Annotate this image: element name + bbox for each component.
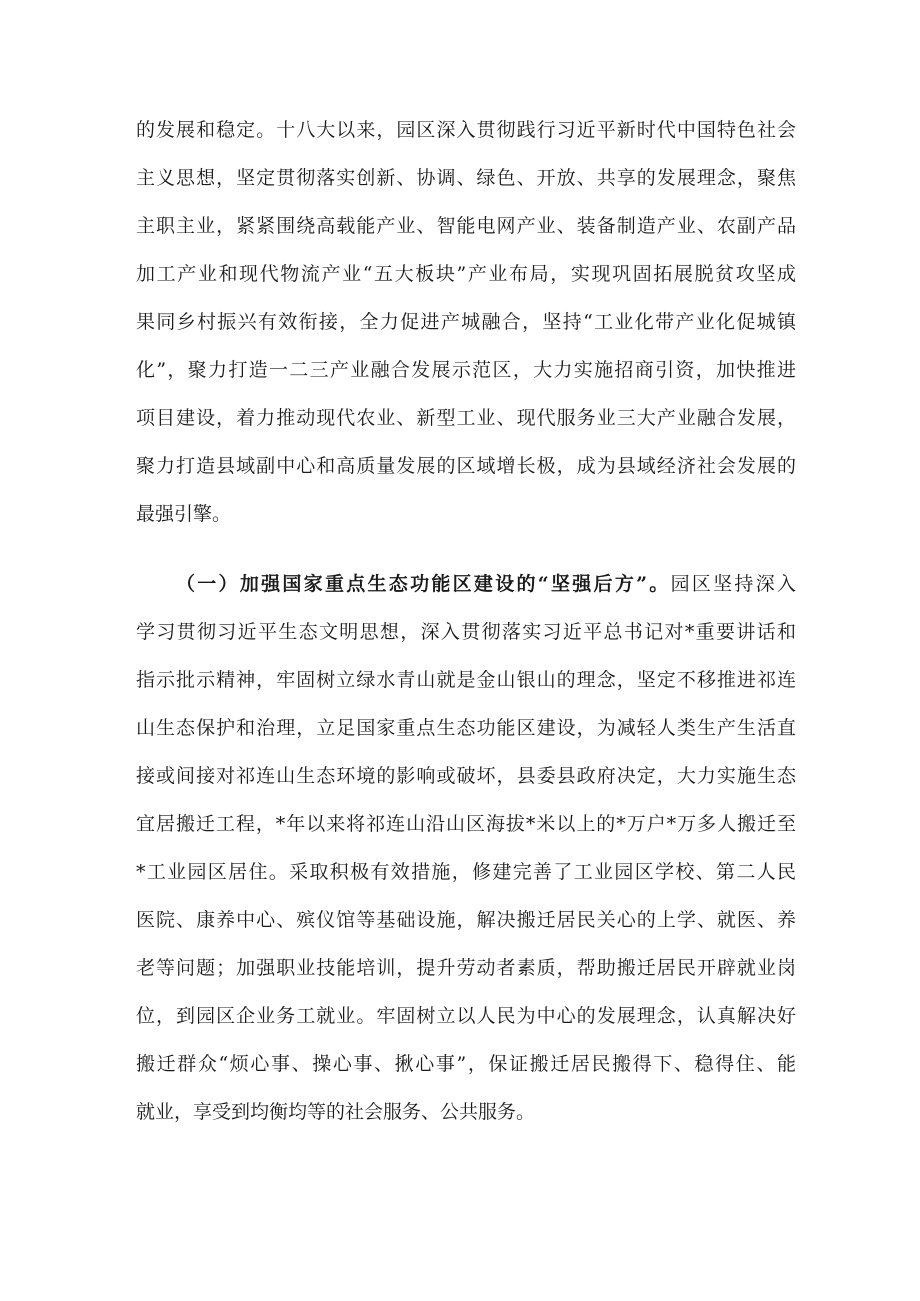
paragraph-development-overview bbox=[136, 106, 796, 538]
text-line: *工业园区居住。采取积极有效措施，修建完善了工业园区学校、第二人民 bbox=[136, 861, 796, 883]
paragraph-ecological-zone bbox=[136, 560, 796, 1136]
text-line: 主职主业，紧紧围绕高载能产业、智能电网产业、装备制造产业、农副产品 bbox=[136, 215, 796, 237]
text-line: 山生态保护和治理，立足国家重点生态功能区建设，为减轻人类生产生活直 bbox=[136, 717, 796, 739]
section-heading-line bbox=[136, 560, 796, 608]
text-line: 就业，享受到均衡均等的社会服务、公共服务。 bbox=[136, 1101, 536, 1123]
text-line: 加工产业和现代物流产业“五大板块”产业布局，实现巩固拓展脱贫攻坚成 bbox=[136, 263, 796, 285]
text-line: 搬迁群众“烦心事、操心事、揪心事”，保证搬迁居民搬得下、稳得住、能 bbox=[136, 1053, 796, 1075]
text-line: 果同乡村振兴有效衔接，全力促进产城融合，坚持“工业化带产业化促城镇 bbox=[136, 311, 796, 333]
text-line: 的发展和稳定。十八大以来，园区深入贯彻践行习近平新时代中国特色社会 bbox=[136, 119, 796, 141]
text-line: 项目建设，着力推动现代农业、新型工业、现代服务业三大产业融合发展， bbox=[136, 407, 796, 429]
text-run: 园区坚持深入 bbox=[670, 573, 796, 595]
text-line: 位，到园区企业务工就业。牢固树立以人民为中心的发展理念，认真解决好 bbox=[136, 1005, 796, 1027]
text-line: 医院、康养中心、殡仪馆等基础设施，解决搬迁居民关心的上学、就医、养 bbox=[136, 909, 796, 931]
text-line: 学习贯彻习近平生态文明思想，深入贯彻落实习近平总书记对*重要讲话和 bbox=[136, 621, 796, 643]
text-line: 宜居搬迁工程，*年以来将祁连山沿山区海拔*米以上的*万户*万多人搬迁至 bbox=[136, 813, 796, 835]
text-line: 指示批示精神，牢固树立绿水青山就是金山银山的理念，坚定不移推进祁连 bbox=[136, 669, 796, 691]
section-heading: （一）加强国家重点生态功能区建设的“坚强后方”。 bbox=[176, 573, 671, 595]
text-line: 聚力打造县域副中心和高质量发展的区域增长极，成为县域经济社会发展的 bbox=[136, 455, 796, 477]
text-line: 老等问题；加强职业技能培训，提升劳动者素质，帮助搬迁居民开辟就业岗 bbox=[136, 957, 796, 979]
text-line: 接或间接对祁连山生态环境的影响或破坏，县委县政府决定，大力实施生态 bbox=[136, 765, 796, 787]
text-line: 化”，聚力打造一二三产业融合发展示范区，大力实施招商引资，加快推进 bbox=[136, 359, 796, 381]
text-line: 主义思想，坚定贯彻落实创新、协调、绿色、开放、共享的发展理念，聚焦 bbox=[136, 167, 796, 189]
text-line: 最强引擎。 bbox=[136, 503, 232, 525]
